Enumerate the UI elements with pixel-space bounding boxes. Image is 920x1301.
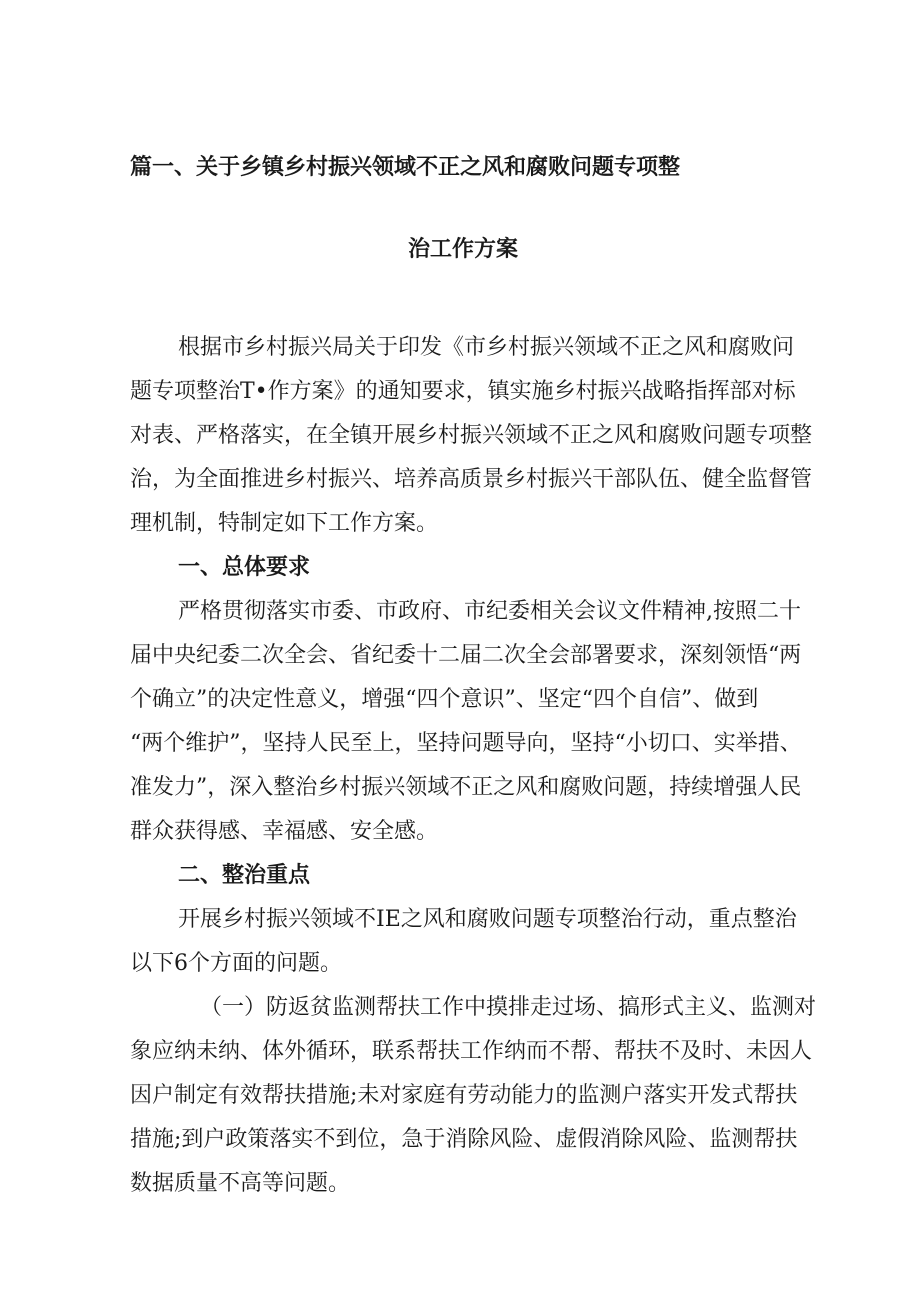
item1-line-3: 因户制定有效帮扶措施;未对家庭有劳动能力的监测户落实开发式帮扶 (130, 1083, 798, 1108)
item1-line-4: 措施;到户政策落实不到位，急于消除风险、虚假消除风险、监测帮扶 (130, 1127, 798, 1152)
document-title-line-1: 篇一、关于乡镇乡村振兴领域不正之风和腐败问题专项整 (130, 155, 681, 180)
section1-line-1: 严格贯彻落实市委、市政府、市纪委相关会议文件精神,按照二十 (178, 599, 801, 624)
section-heading-general-requirements: 一、总体要求 (178, 555, 311, 580)
item1-line-1: （一）防返贫监测帮扶工作中摸排走过场、搞形式主义、监测对 (200, 995, 817, 1020)
section1-line-4: “两个维护”，坚持人民至上，坚持问题导向，坚持“小切口、实举措、 (130, 731, 802, 756)
section1-line-5: 准发力”，深入整治乡村振兴领域不正之风和腐败问题，持续增强人民 (130, 775, 802, 800)
document-title-line-2: 治工作方案 (408, 237, 519, 262)
intro-line-1: 根据市乡村振兴局关于印发《市乡村振兴领域不正之风和腐败问 (178, 335, 795, 360)
section1-line-6: 群众获得感、幸福感、安全感。 (130, 819, 439, 844)
intro-line-5: 理机制，特制定如下工作方案。 (130, 511, 439, 536)
section1-line-2: 届中央纪委二次全会、省纪委十二届二次全会部署要求，深刻领悟“两 (130, 643, 802, 668)
section1-line-3: 个确立”的决定性意义，增强“四个意识”、坚定“四个自信”、做到 (130, 687, 759, 712)
item1-line-5: 数据质量不高等问题。 (130, 1171, 351, 1196)
intro-line-3: 对表、严格落实，在全镇开展乡村振兴领域不正之风和腐败问题专项整 (130, 423, 813, 448)
item1-line-2: 象应纳未纳、体外循环，联系帮扶工作纳而不帮、帮扶不及时、未因人 (130, 1039, 813, 1064)
section-heading-rectification-focus: 二、整治重点 (178, 863, 311, 888)
section2-line-2: 以下6个方面的问题。 (130, 951, 342, 976)
intro-line-4: 治，为全面推进乡村振兴、培养高质景乡村振兴干部队伍、健全监督管 (130, 467, 813, 492)
intro-line-2: 题专项整治T•作方案》的通知要求，镇实施乡村振兴战略指挥部对标 (130, 379, 796, 404)
section2-line-1: 开展乡村振兴领域不IE之风和腐败问题专项整治行动，重点整治 (178, 907, 797, 932)
